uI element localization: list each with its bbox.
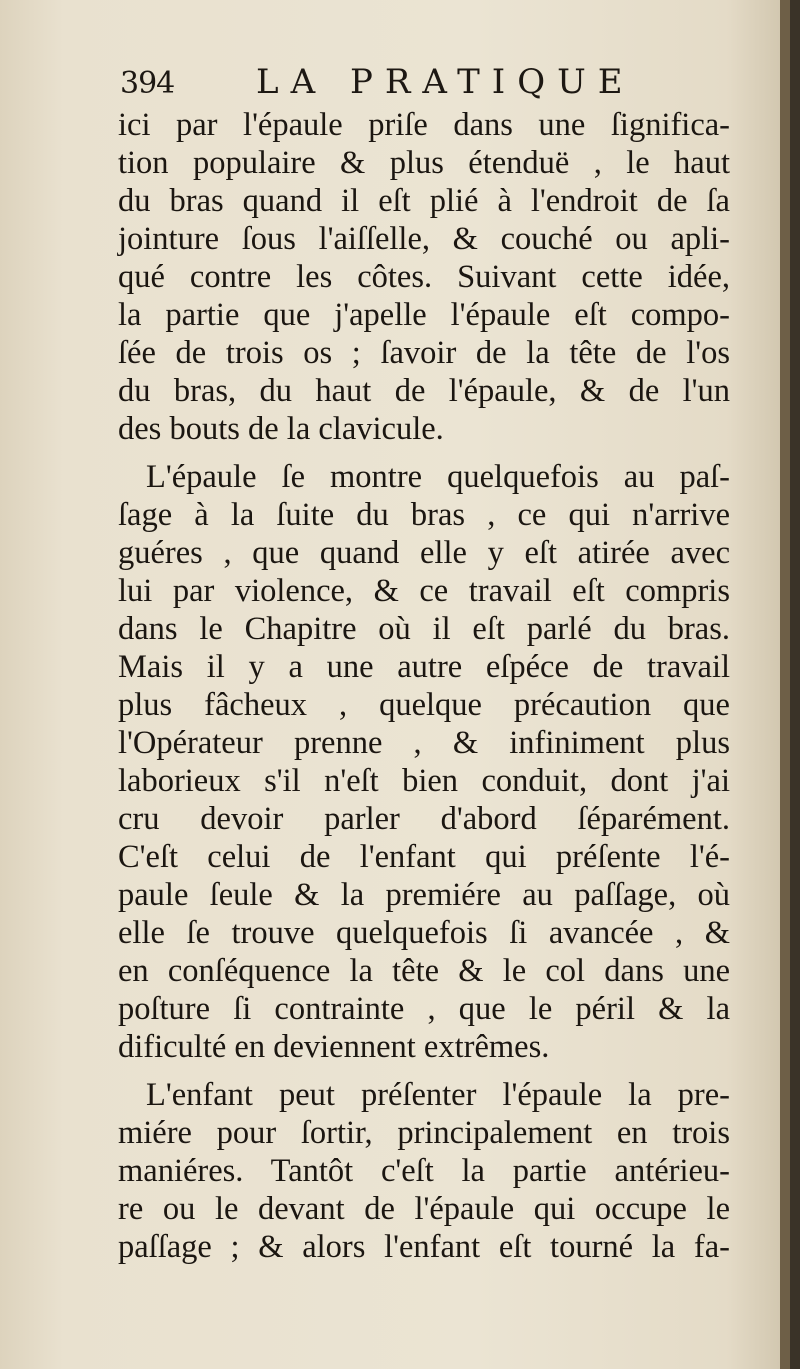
- text-line: paule ſeule & la premiére au paſſage, où: [118, 877, 730, 913]
- text-line: des bouts de la clavicule.: [118, 411, 444, 447]
- text-line: qué contre les côtes. Suivant cette idée,: [118, 259, 730, 295]
- text-line: dans le Chapitre où il eſt parlé du bras.: [118, 611, 730, 647]
- text-line: l'Opérateur prenne , & infiniment plus: [118, 725, 730, 761]
- text-line: laborieux s'il n'eſt bien conduit, dont j'ai: [118, 763, 730, 799]
- paragraph: [118, 1076, 730, 1266]
- text-line: la partie que j'apelle l'épaule eſt compo-: [118, 297, 730, 333]
- text-line: du bras quand il eſt plié à l'endroit de ſa: [118, 183, 730, 219]
- text-line: elle ſe trouve quelquefois ſi avancée , &: [118, 915, 730, 951]
- page-edge: [780, 0, 790, 1369]
- text-line: L'épaule ſe montre quelquefois au paſ-: [146, 459, 730, 495]
- text-line: lui par violence, & ce travail eſt compris: [118, 573, 730, 609]
- text-line: tion populaire & plus étenduë , le haut: [118, 145, 730, 181]
- text-line: re ou le devant de l'épaule qui occupe le: [118, 1191, 730, 1227]
- text-line: guéres , que quand elle y eſt atirée avec: [118, 535, 730, 571]
- text-line: plus fâcheux , quelque précaution que: [118, 687, 730, 723]
- page-header: [120, 62, 740, 110]
- page-number: 394: [120, 66, 175, 101]
- text-line: maniéres. Tantôt c'eſt la partie antérieu-: [118, 1153, 730, 1189]
- text-line: jointure ſous l'aiſſelle, & couché ou apli-: [118, 221, 730, 257]
- text-line: cru devoir parler d'abord ſéparément.: [118, 801, 730, 837]
- text-line: ici par l'épaule priſe dans une ſignifica-: [118, 107, 730, 143]
- text-line: ſée de trois os ; ſavoir de la tête de l'os: [118, 335, 730, 371]
- text-line: dificulté en deviennent extrêmes.: [118, 1029, 550, 1065]
- text-line: Mais il y a une autre eſpéce de travail: [118, 649, 730, 685]
- paragraph: [118, 106, 730, 448]
- text-line: miére pour ſortir, principalement en trois: [118, 1115, 730, 1151]
- text-line: du bras, du haut de l'épaule, & de l'un: [118, 373, 730, 409]
- text-line: en conſéquence la tête & le col dans une: [118, 953, 730, 989]
- text-line: L'enfant peut préſenter l'épaule la pre-: [146, 1077, 730, 1113]
- running-title: LA PRATIQUE: [256, 62, 635, 102]
- text-line: ſage à la ſuite du bras , ce qui n'arrive: [118, 497, 730, 533]
- body-text: [118, 106, 730, 1266]
- paragraph: [118, 458, 730, 1066]
- text-line: C'eſt celui de l'enfant qui préſente l'é-: [118, 839, 730, 875]
- text-line: poſture ſi contrainte , que le péril & la: [118, 991, 730, 1027]
- text-line: paſſage ; & alors l'enfant eſt tourné la fa-: [118, 1229, 730, 1265]
